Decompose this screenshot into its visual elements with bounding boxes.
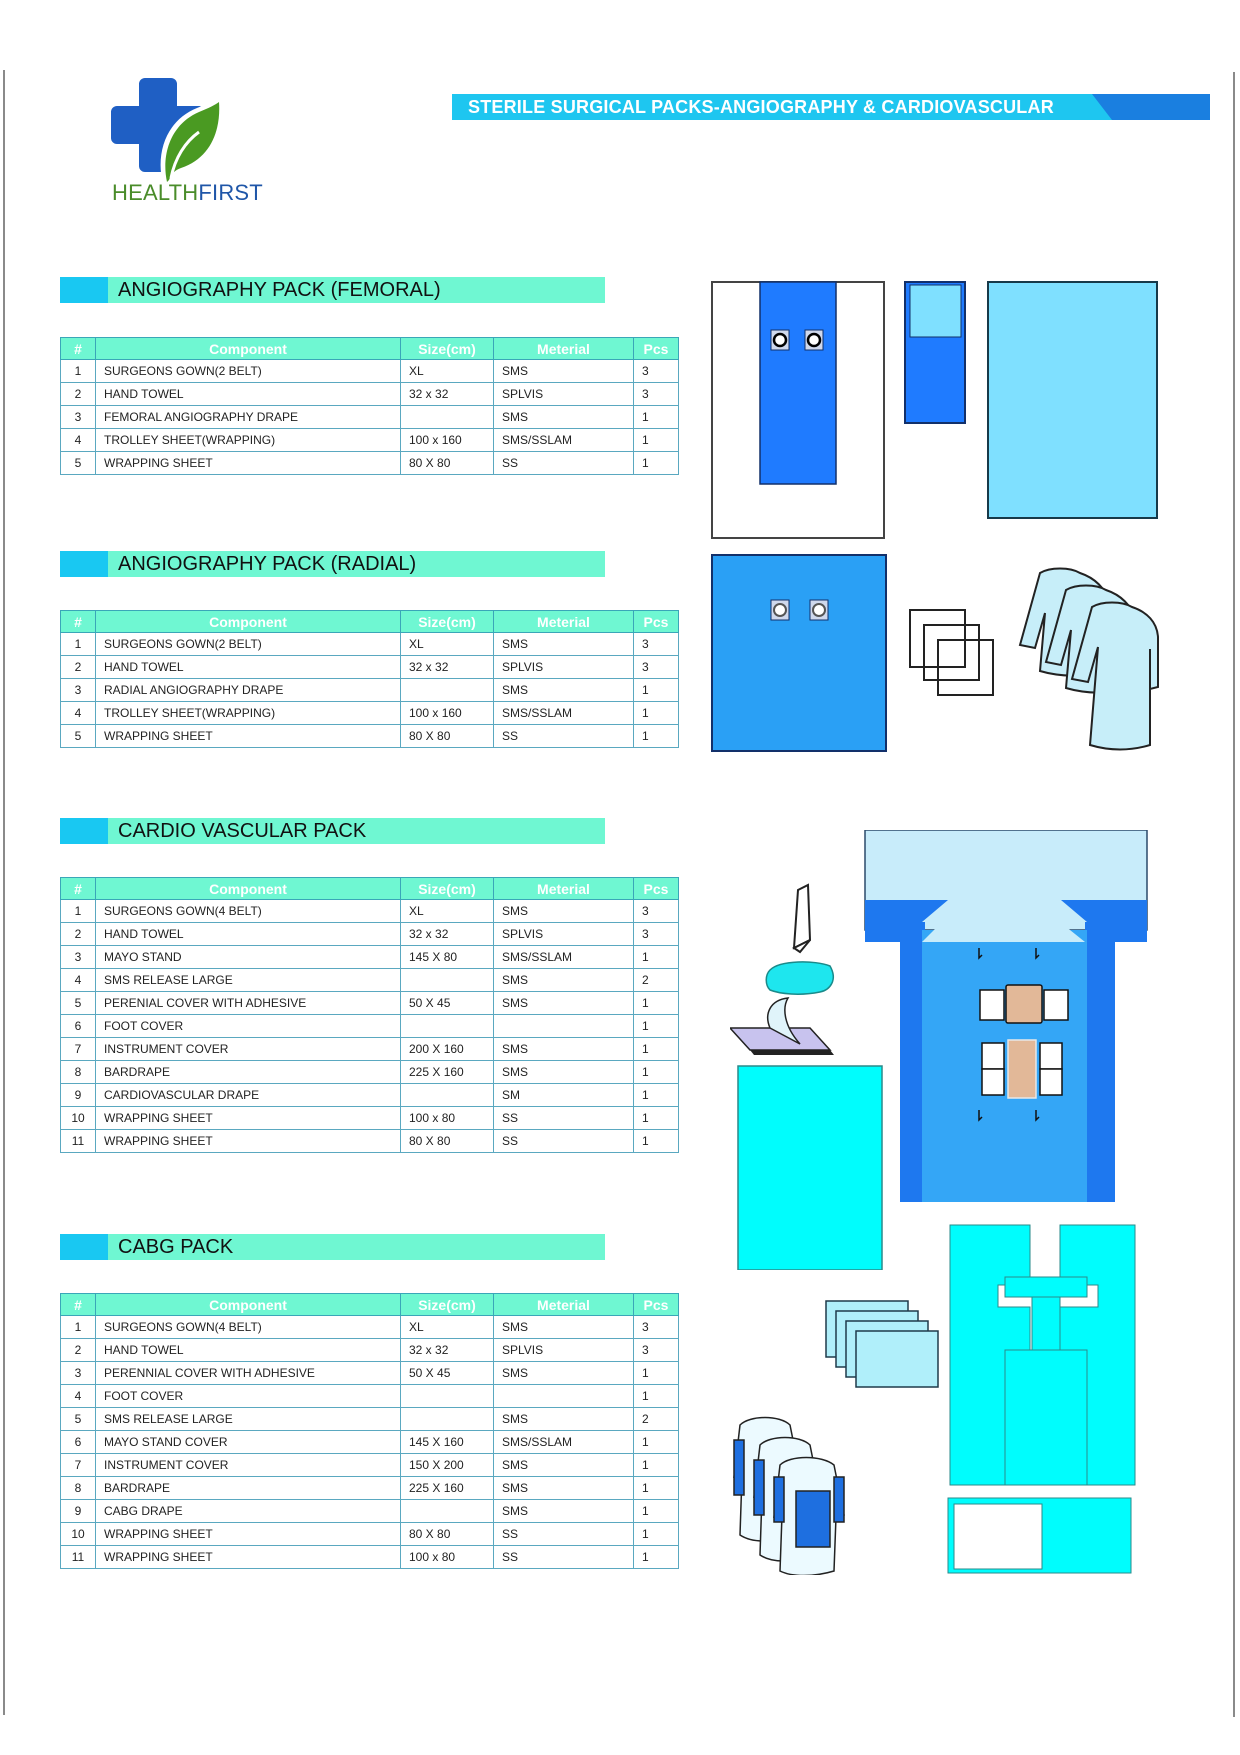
column-header-component: Component — [96, 878, 401, 900]
row-number: 10 — [61, 1107, 96, 1130]
material: SS — [494, 1107, 634, 1130]
pieces: 1 — [634, 1431, 679, 1454]
component-name: WRAPPING SHEET — [96, 1546, 401, 1569]
pieces: 1 — [634, 1523, 679, 1546]
row-number: 3 — [61, 406, 96, 429]
row-number: 6 — [61, 1015, 96, 1038]
table-row — [61, 725, 679, 748]
cabg-drape-icon — [950, 1225, 1135, 1485]
component-name: FEMORAL ANGIOGRAPHY DRAPE — [96, 406, 401, 429]
material: SMS — [494, 360, 634, 383]
row-number: 5 — [61, 992, 96, 1015]
material: SMS — [494, 1454, 634, 1477]
pieces: 1 — [634, 1362, 679, 1385]
material: SPLVIS — [494, 923, 634, 946]
pieces: 1 — [634, 429, 679, 452]
size-cm: 50 X 45 — [401, 992, 494, 1015]
column-header-pcs: Pcs — [634, 611, 679, 633]
material: SPLVIS — [494, 656, 634, 679]
component-name: WRAPPING SHEET — [96, 1107, 401, 1130]
row-number: 7 — [61, 1454, 96, 1477]
column-header-pcs: Pcs — [634, 338, 679, 360]
component-name: WRAPPING SHEET — [96, 452, 401, 475]
size-cm — [401, 1500, 494, 1523]
component-name: BARDRAPE — [96, 1477, 401, 1500]
section-header-femoral — [60, 277, 605, 303]
pieces: 1 — [634, 1385, 679, 1408]
material: SS — [494, 452, 634, 475]
table-row — [61, 1477, 679, 1500]
table-row — [61, 679, 679, 702]
size-cm: 80 X 80 — [401, 452, 494, 475]
sms-release-icon — [766, 962, 833, 994]
material: SMS — [494, 1061, 634, 1084]
size-cm — [401, 1385, 494, 1408]
table-row — [61, 452, 679, 475]
size-cm: 80 X 80 — [401, 725, 494, 748]
column-header-component: Component — [96, 611, 401, 633]
row-number: 5 — [61, 452, 96, 475]
column-header-material: Meterial — [494, 1294, 634, 1316]
component-name: SURGEONS GOWN(2 BELT) — [96, 633, 401, 656]
perineal-cover-icon — [730, 998, 834, 1055]
row-number: 4 — [61, 969, 96, 992]
logo-wordmark — [112, 180, 263, 206]
row-number: 5 — [61, 1408, 96, 1431]
page-border-left — [3, 70, 5, 1715]
pieces: 1 — [634, 1454, 679, 1477]
row-number: 3 — [61, 679, 96, 702]
material: SS — [494, 1546, 634, 1569]
material: SMS/SSLAM — [494, 946, 634, 969]
femoral-drape-strip — [760, 282, 836, 484]
cabg-gown-icon — [734, 1418, 844, 1576]
table-row — [61, 1316, 679, 1339]
size-cm — [401, 406, 494, 429]
table-row — [61, 1084, 679, 1107]
row-number: 8 — [61, 1477, 96, 1500]
size-cm: 80 X 80 — [401, 1523, 494, 1546]
surgical-gown-icon — [1020, 569, 1158, 750]
component-name: INSTRUMENT COVER — [96, 1454, 401, 1477]
size-cm: 145 X 160 — [401, 1431, 494, 1454]
pieces: 3 — [634, 1316, 679, 1339]
table-row — [61, 1523, 679, 1546]
pieces: 1 — [634, 1477, 679, 1500]
material: SMS — [494, 1477, 634, 1500]
table-row — [61, 429, 679, 452]
pieces: 3 — [634, 656, 679, 679]
size-cm: 32 x 32 — [401, 923, 494, 946]
row-number: 4 — [61, 1385, 96, 1408]
material: SS — [494, 725, 634, 748]
material: SMS — [494, 1500, 634, 1523]
column-header-size: Size(cm) — [401, 338, 494, 360]
material — [494, 1015, 634, 1038]
pieces: 1 — [634, 1084, 679, 1107]
pieces: 3 — [634, 360, 679, 383]
material: SMS — [494, 992, 634, 1015]
size-cm: XL — [401, 1316, 494, 1339]
size-cm — [401, 679, 494, 702]
column-header-number: # — [61, 878, 96, 900]
material — [494, 1385, 634, 1408]
material: SS — [494, 1130, 634, 1153]
component-name: WRAPPING SHEET — [96, 725, 401, 748]
material: SMS — [494, 406, 634, 429]
table-row — [61, 1107, 679, 1130]
component-name: SURGEONS GOWN(4 BELT) — [96, 1316, 401, 1339]
column-header-size: Size(cm) — [401, 611, 494, 633]
row-number: 1 — [61, 633, 96, 656]
column-header-size: Size(cm) — [401, 878, 494, 900]
pieces: 1 — [634, 679, 679, 702]
table-cabg — [60, 1293, 679, 1569]
material: SMS — [494, 1316, 634, 1339]
material: SPLVIS — [494, 383, 634, 406]
table-header-row — [61, 611, 679, 633]
pieces: 1 — [634, 1107, 679, 1130]
pieces: 1 — [634, 1038, 679, 1061]
row-number: 1 — [61, 900, 96, 923]
size-cm: 225 X 160 — [401, 1477, 494, 1500]
pieces: 1 — [634, 946, 679, 969]
radial-drape-icon — [712, 555, 886, 751]
pieces: 1 — [634, 406, 679, 429]
cabg-towel-icon — [826, 1301, 938, 1387]
pieces: 3 — [634, 383, 679, 406]
pieces: 1 — [634, 725, 679, 748]
column-header-material: Meterial — [494, 611, 634, 633]
size-cm — [401, 1084, 494, 1107]
section-title: CABG PACK — [118, 1236, 234, 1258]
banner-title: STERILE SURGICAL PACKS-ANGIOGRAPHY & CARDIOVASCULAR — [468, 97, 1054, 117]
table-row — [61, 1015, 679, 1038]
table-row — [61, 900, 679, 923]
component-name: HAND TOWEL — [96, 1339, 401, 1362]
pieces: 1 — [634, 1061, 679, 1084]
table-row — [61, 1038, 679, 1061]
size-cm: 32 x 32 — [401, 383, 494, 406]
column-header-number: # — [61, 611, 96, 633]
component-name: WRAPPING SHEET — [96, 1130, 401, 1153]
pieces: 1 — [634, 1015, 679, 1038]
component-name: SMS RELEASE LARGE — [96, 969, 401, 992]
row-number: 5 — [61, 725, 96, 748]
foot-cover-icon — [794, 885, 810, 952]
component-name: INSTRUMENT COVER — [96, 1038, 401, 1061]
row-number: 1 — [61, 1316, 96, 1339]
table-row — [61, 633, 679, 656]
column-header-component: Component — [96, 1294, 401, 1316]
material: SMS/SSLAM — [494, 702, 634, 725]
column-header-size: Size(cm) — [401, 1294, 494, 1316]
section-marker — [60, 277, 108, 303]
column-header-pcs: Pcs — [634, 1294, 679, 1316]
pieces: 3 — [634, 633, 679, 656]
size-cm: 100 x 80 — [401, 1546, 494, 1569]
row-number: 9 — [61, 1084, 96, 1107]
size-cm: XL — [401, 900, 494, 923]
row-number: 2 — [61, 656, 96, 679]
material: SMS/SSLAM — [494, 1431, 634, 1454]
size-cm: 32 x 32 — [401, 1339, 494, 1362]
section-title: ANGIOGRAPHY PACK (RADIAL) — [118, 553, 417, 575]
radial-pack-illustration — [710, 553, 1160, 753]
material: SS — [494, 1523, 634, 1546]
row-number: 7 — [61, 1038, 96, 1061]
table-header-row — [61, 878, 679, 900]
table-row — [61, 360, 679, 383]
section-header-cabg — [60, 1234, 605, 1260]
component-name: MAYO STAND — [96, 946, 401, 969]
hand-towel-icon — [910, 610, 993, 695]
table-row — [61, 1339, 679, 1362]
table-row — [61, 1500, 679, 1523]
pieces: 1 — [634, 702, 679, 725]
material: SMS — [494, 1362, 634, 1385]
section-marker — [60, 551, 108, 577]
size-cm: 150 X 200 — [401, 1454, 494, 1477]
cardio-vascular-pack-illustration — [730, 830, 1150, 1270]
row-number: 2 — [61, 923, 96, 946]
row-number: 3 — [61, 1362, 96, 1385]
row-number: 1 — [61, 360, 96, 383]
row-number: 4 — [61, 429, 96, 452]
section-marker — [60, 1234, 108, 1260]
cabg-sheet-icon — [948, 1498, 1131, 1573]
size-cm: 50 X 45 — [401, 1362, 494, 1385]
size-cm: 100 x 80 — [401, 1107, 494, 1130]
size-cm: 145 X 80 — [401, 946, 494, 969]
table-row — [61, 1546, 679, 1569]
component-name: WRAPPING SHEET — [96, 1523, 401, 1546]
material: SMS — [494, 900, 634, 923]
section-header-cardio-vascular — [60, 818, 605, 844]
table-radial — [60, 610, 679, 748]
column-header-material: Meterial — [494, 338, 634, 360]
size-cm: 100 x 160 — [401, 702, 494, 725]
pieces: 3 — [634, 923, 679, 946]
row-number: 10 — [61, 1523, 96, 1546]
component-name: RADIAL ANGIOGRAPHY DRAPE — [96, 679, 401, 702]
row-number: 8 — [61, 1061, 96, 1084]
logo-word-health: HEALTH — [112, 180, 199, 205]
table-row — [61, 1431, 679, 1454]
table-row — [61, 1362, 679, 1385]
material: SMS/SSLAM — [494, 429, 634, 452]
component-name: SURGEONS GOWN(2 BELT) — [96, 360, 401, 383]
pieces: 2 — [634, 1408, 679, 1431]
table-row — [61, 1385, 679, 1408]
material: SM — [494, 1084, 634, 1107]
table-row — [61, 1454, 679, 1477]
component-name: HAND TOWEL — [96, 923, 401, 946]
component-name: MAYO STAND COVER — [96, 1431, 401, 1454]
page-border-right — [1233, 72, 1235, 1717]
row-number: 4 — [61, 702, 96, 725]
table-row — [61, 1408, 679, 1431]
pieces: 1 — [634, 1130, 679, 1153]
component-name: TROLLEY SHEET(WRAPPING) — [96, 702, 401, 725]
section-marker — [60, 818, 108, 844]
component-name: PERENNIAL COVER WITH ADHESIVE — [96, 1362, 401, 1385]
component-name: SMS RELEASE LARGE — [96, 1408, 401, 1431]
row-number: 3 — [61, 946, 96, 969]
component-name: HAND TOWEL — [96, 656, 401, 679]
pieces: 2 — [634, 969, 679, 992]
size-cm: 100 x 160 — [401, 429, 494, 452]
component-name: TROLLEY SHEET(WRAPPING) — [96, 429, 401, 452]
material: SMS — [494, 679, 634, 702]
component-name: FOOT COVER — [96, 1015, 401, 1038]
column-header-number: # — [61, 338, 96, 360]
row-number: 2 — [61, 383, 96, 406]
row-number: 9 — [61, 1500, 96, 1523]
table-row — [61, 946, 679, 969]
column-header-material: Meterial — [494, 878, 634, 900]
component-name: CARDIOVASCULAR DRAPE — [96, 1084, 401, 1107]
page-banner — [452, 94, 1210, 120]
size-cm: 225 X 160 — [401, 1061, 494, 1084]
section-title: CARDIO VASCULAR PACK — [118, 820, 367, 842]
row-number: 6 — [61, 1431, 96, 1454]
pieces: 1 — [634, 1500, 679, 1523]
wrapping-sheet-icon — [988, 282, 1157, 518]
column-header-component: Component — [96, 338, 401, 360]
component-name: PERENIAL COVER WITH ADHESIVE — [96, 992, 401, 1015]
pieces: 3 — [634, 900, 679, 923]
size-cm: 32 x 32 — [401, 656, 494, 679]
pieces: 1 — [634, 452, 679, 475]
size-cm: 200 X 160 — [401, 1038, 494, 1061]
row-number: 11 — [61, 1130, 96, 1153]
femoral-pack-illustration — [710, 280, 1160, 540]
table-row — [61, 383, 679, 406]
table-row — [61, 992, 679, 1015]
material: SPLVIS — [494, 1339, 634, 1362]
size-cm: XL — [401, 360, 494, 383]
table-header-row — [61, 338, 679, 360]
size-cm: 80 X 80 — [401, 1130, 494, 1153]
component-name: BARDRAPE — [96, 1061, 401, 1084]
material: SMS — [494, 1408, 634, 1431]
table-femoral — [60, 337, 679, 475]
size-cm: XL — [401, 633, 494, 656]
section-header-radial — [60, 551, 605, 577]
material: SMS — [494, 1038, 634, 1061]
pieces: 1 — [634, 992, 679, 1015]
table-row — [61, 1130, 679, 1153]
table-row — [61, 702, 679, 725]
component-name: SURGEONS GOWN(4 BELT) — [96, 900, 401, 923]
table-cardio-vascular — [60, 877, 679, 1153]
table-row — [61, 406, 679, 429]
pieces: 1 — [634, 1546, 679, 1569]
section-title: ANGIOGRAPHY PACK (FEMORAL) — [118, 279, 441, 301]
logo-word-first: FIRST — [198, 180, 263, 205]
component-name: CABG DRAPE — [96, 1500, 401, 1523]
column-header-pcs: Pcs — [634, 878, 679, 900]
row-number: 11 — [61, 1546, 96, 1569]
size-cm — [401, 969, 494, 992]
cabg-pack-illustration — [730, 1215, 1150, 1575]
material: SMS — [494, 969, 634, 992]
column-header-number: # — [61, 1294, 96, 1316]
pieces: 3 — [634, 1339, 679, 1362]
table-row — [61, 1061, 679, 1084]
size-cm — [401, 1408, 494, 1431]
table-row — [61, 656, 679, 679]
row-number: 2 — [61, 1339, 96, 1362]
table-row — [61, 969, 679, 992]
component-name: HAND TOWEL — [96, 383, 401, 406]
table-header-row — [61, 1294, 679, 1316]
component-name: FOOT COVER — [96, 1385, 401, 1408]
material: SMS — [494, 633, 634, 656]
size-cm — [401, 1015, 494, 1038]
table-row — [61, 923, 679, 946]
